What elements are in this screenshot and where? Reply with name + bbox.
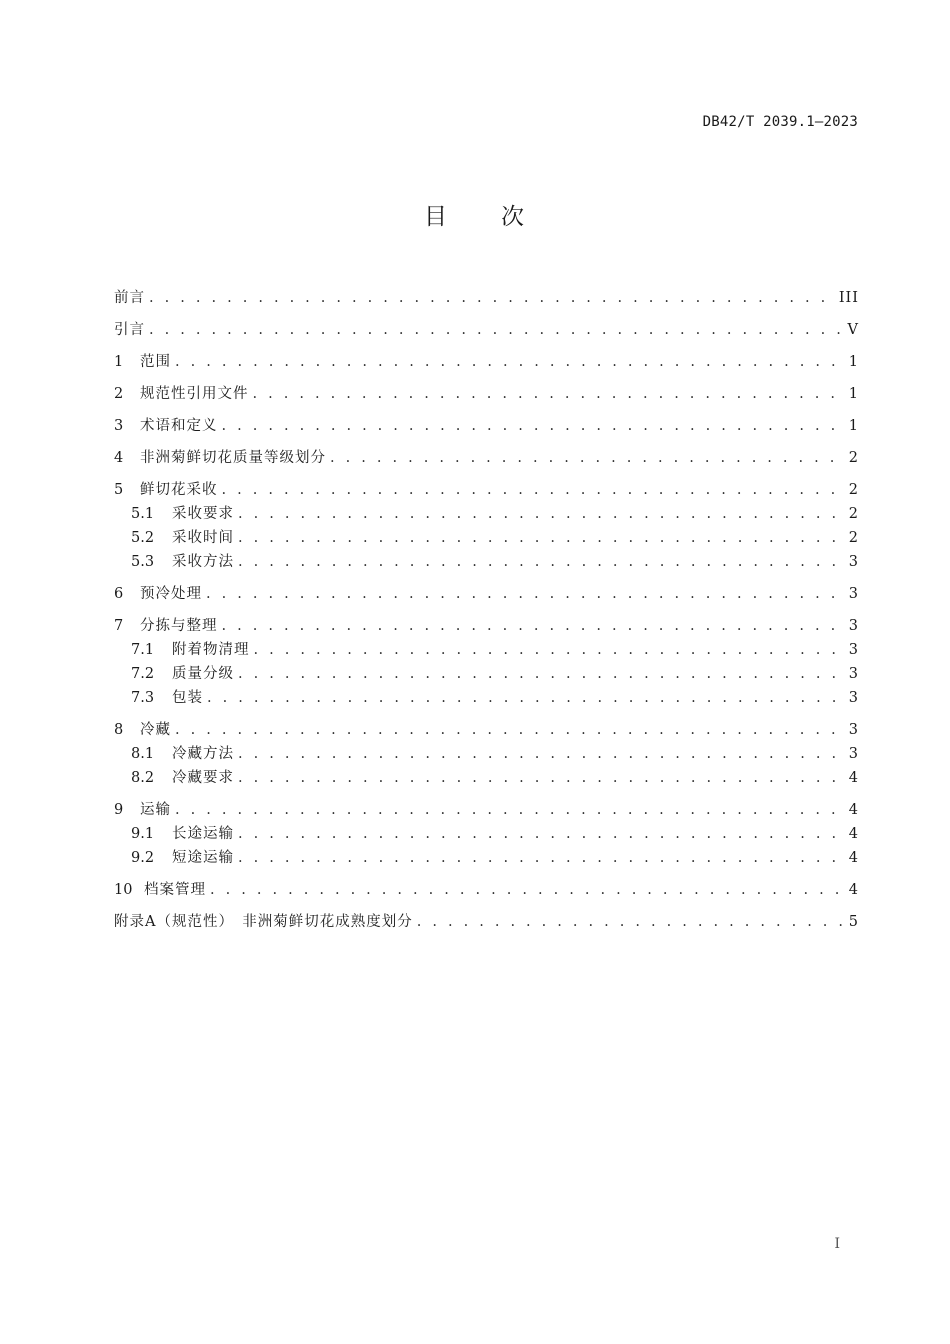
toc-entry-label: 短途运输: [172, 850, 234, 866]
toc-entry-page: 2: [848, 506, 859, 522]
toc-entry-number: 2: [114, 386, 124, 402]
toc-entry-page: 4: [848, 802, 859, 818]
toc-entry-label: 引言: [114, 322, 145, 338]
toc-leader-dots: [175, 798, 845, 822]
toc-entry-3[interactable]: [114, 414, 859, 438]
toc-entry-page: 3: [848, 642, 859, 658]
toc-entry-foreword[interactable]: [114, 286, 859, 310]
toc-entry-9[interactable]: [114, 798, 859, 822]
toc-leader-dots: [206, 582, 845, 606]
toc-leader-dots: [330, 446, 845, 470]
toc-entry-number: 10: [114, 882, 133, 898]
toc-entry-1[interactable]: [114, 350, 859, 374]
toc-entry-label: 范围: [140, 354, 171, 370]
toc-entry-page: 1: [848, 386, 859, 402]
toc-leader-dots: [254, 638, 845, 662]
toc-entry-page: 2: [848, 530, 859, 546]
toc-entry-label: 附着物清理: [172, 642, 250, 658]
toc-entry-page: 3: [848, 586, 859, 602]
toc-leader-dots: [238, 742, 845, 766]
title-char-2: 次: [501, 204, 526, 230]
toc-entry-label: 冷藏: [140, 722, 171, 738]
toc-entry-label: 前言: [114, 290, 145, 306]
toc-entry-5-1[interactable]: [114, 502, 859, 526]
toc-entry-number: 9.2: [131, 850, 155, 866]
toc-entry-number: 7.1: [131, 642, 155, 658]
toc-entry-number: 8: [114, 722, 124, 738]
toc-entry-page: 1: [848, 418, 859, 434]
page-number: I: [834, 1236, 840, 1252]
title-char-1: 目: [424, 204, 449, 230]
toc-leader-dots: [175, 718, 845, 742]
toc-entry-label: 包装: [172, 690, 203, 706]
toc-entry-label: 规范性引用文件: [140, 386, 249, 402]
toc-entry-label: 运输: [140, 802, 171, 818]
toc-entry-10[interactable]: [114, 878, 859, 902]
toc-entry-number: 5.1: [131, 506, 155, 522]
toc-entry-page: 3: [848, 618, 859, 634]
toc-entry-page: 3: [848, 746, 859, 762]
toc-entry-9-1[interactable]: [114, 822, 859, 846]
toc-entry-number: 8.1: [131, 746, 155, 762]
toc-entry-page: 4: [848, 826, 859, 842]
toc-leader-dots: [238, 846, 845, 870]
toc-entry-8-1[interactable]: [114, 742, 859, 766]
toc-entry-number: 7.2: [131, 666, 155, 682]
toc-entry-label: 预冷处理: [140, 586, 202, 602]
toc-entry-5[interactable]: [114, 478, 859, 502]
toc-entry-number: 4: [114, 450, 124, 466]
page-title: [0, 198, 950, 231]
toc-leader-dots: [175, 350, 845, 374]
toc-leader-dots: [210, 878, 845, 902]
toc-leader-dots: [238, 550, 845, 574]
toc-entry-number: 1: [114, 354, 124, 370]
toc-entry-label: 采收要求: [172, 506, 234, 522]
toc-entry-number: 8.2: [131, 770, 155, 786]
toc-entry-page: 3: [848, 722, 859, 738]
toc-entry-page: 5: [848, 914, 859, 930]
toc-leader-dots: [238, 766, 845, 790]
toc-leader-dots: [149, 318, 844, 342]
toc-entry-label: 档案管理: [144, 882, 206, 898]
toc-entry-2[interactable]: [114, 382, 859, 406]
toc-entry-page: 4: [848, 770, 859, 786]
toc-entry-label: 长途运输: [172, 826, 234, 842]
toc-entry-4[interactable]: [114, 446, 859, 470]
toc-entry-label: 附录A（规范性） 非洲菊鲜切花成熟度划分: [114, 914, 413, 930]
toc-entry-page: V: [847, 322, 859, 338]
toc-entry-number: 5: [114, 482, 124, 498]
toc-entry-label: 冷藏要求: [172, 770, 234, 786]
toc-entry-number: 9: [114, 802, 124, 818]
document-code: DB42/T 2039.1—2023: [702, 114, 858, 130]
toc-entry-7-1[interactable]: [114, 638, 859, 662]
toc-entry-page: 3: [848, 690, 859, 706]
toc-entry-page: 3: [848, 554, 859, 570]
toc-leader-dots: [238, 526, 845, 550]
toc-entry-label: 术语和定义: [140, 418, 218, 434]
toc-entry-label: 冷藏方法: [172, 746, 234, 762]
toc-entry-number: 3: [114, 418, 124, 434]
toc-entry-label: 采收方法: [172, 554, 234, 570]
toc-entry-page: 3: [848, 666, 859, 682]
toc-entry-page: 4: [848, 882, 859, 898]
toc-entry-page: 2: [848, 482, 859, 498]
toc-entry-5-3[interactable]: [114, 550, 859, 574]
toc-entry-9-2[interactable]: [114, 846, 859, 870]
toc-entry-number: 7.3: [131, 690, 155, 706]
toc-entry-label: 采收时间: [172, 530, 234, 546]
toc-leader-dots: [417, 910, 845, 934]
toc-entry-page: III: [838, 290, 859, 306]
toc-entry-number: 7: [114, 618, 124, 634]
toc-entry-number: 5.3: [131, 554, 155, 570]
toc-entry-6[interactable]: [114, 582, 859, 606]
toc-leader-dots: [238, 822, 845, 846]
toc-entry-number: 6: [114, 586, 124, 602]
toc-entry-7-3[interactable]: [114, 686, 859, 710]
toc-entry-appendix-a[interactable]: [114, 910, 859, 934]
toc-leader-dots: [222, 614, 845, 638]
toc-entry-label: 非洲菊鲜切花质量等级划分: [140, 450, 326, 466]
toc-entry-label: 质量分级: [172, 666, 234, 682]
toc-leader-dots: [207, 686, 845, 710]
toc-entry-number: 9.1: [131, 826, 155, 842]
toc-leader-dots: [222, 478, 845, 502]
toc-entry-number: 5.2: [131, 530, 155, 546]
toc-entry-7-2[interactable]: [114, 662, 859, 686]
toc-entry-page: 4: [848, 850, 859, 866]
toc-entry-8[interactable]: [114, 718, 859, 742]
toc-entry-introduction[interactable]: [114, 318, 859, 342]
toc-leader-dots: [222, 414, 845, 438]
toc-entry-page: 2: [848, 450, 859, 466]
toc-leader-dots: [253, 382, 845, 406]
toc-entry-8-2[interactable]: [114, 766, 859, 790]
toc-entry-7[interactable]: [114, 614, 859, 638]
toc-entry-label: 分拣与整理: [140, 618, 218, 634]
toc-leader-dots: [238, 662, 845, 686]
toc-entry-page: 1: [848, 354, 859, 370]
table-of-contents: [114, 286, 859, 934]
toc-leader-dots: [238, 502, 845, 526]
toc-leader-dots: [149, 286, 835, 310]
toc-entry-label: 鲜切花采收: [140, 482, 218, 498]
toc-entry-5-2[interactable]: [114, 526, 859, 550]
